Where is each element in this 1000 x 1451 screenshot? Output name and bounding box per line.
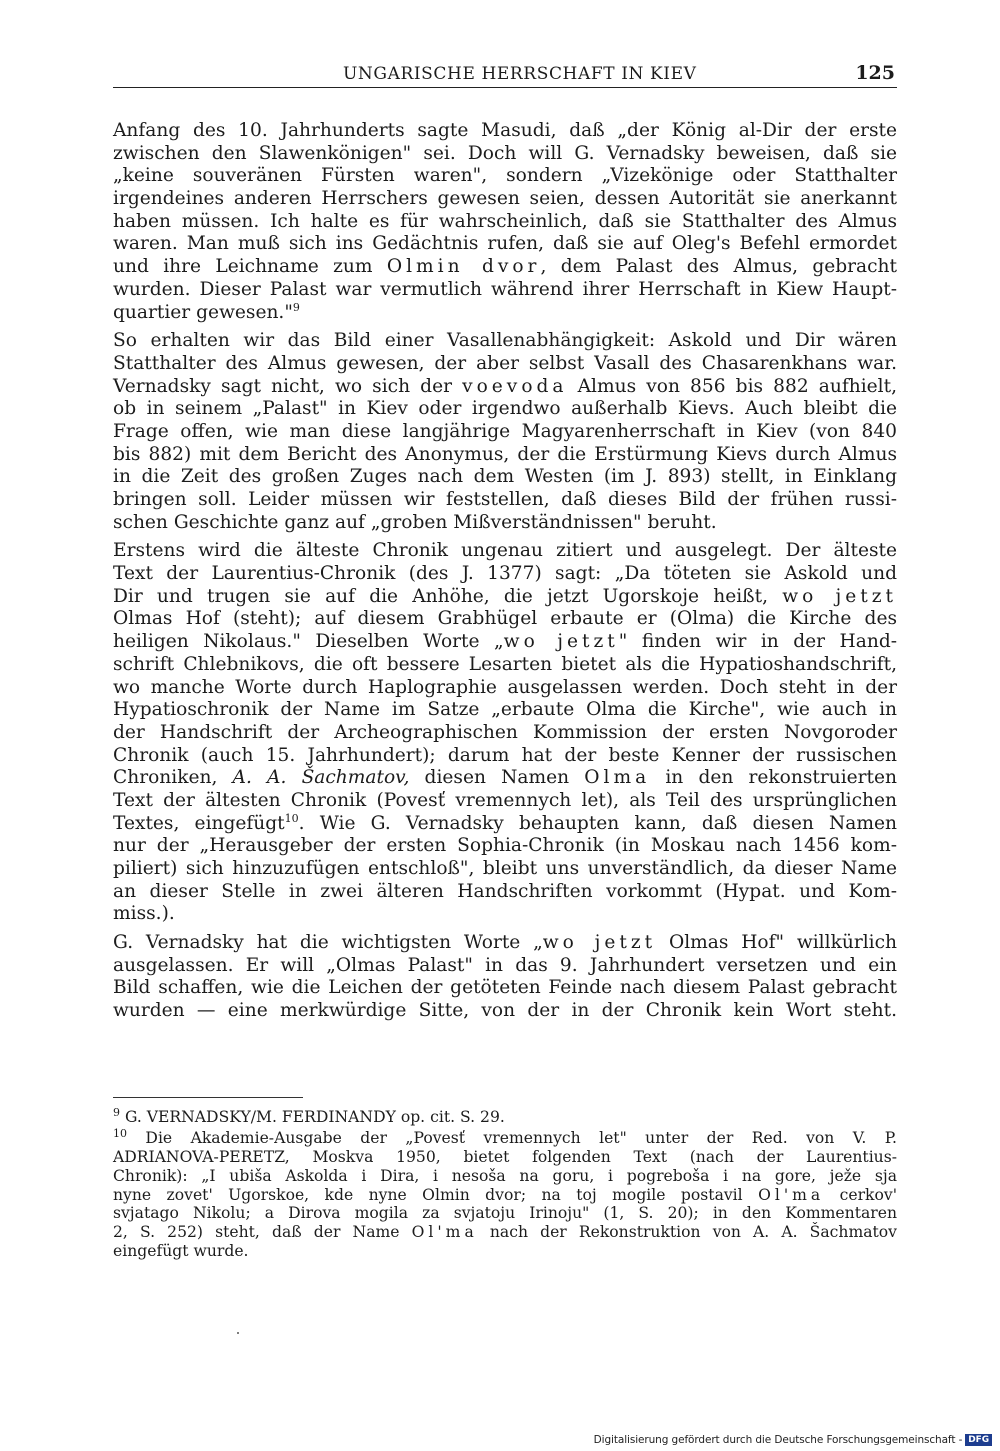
- text-line: Olmas Hof (steht); auf diesem Grabhügel erbaute er (Olma) die Kirche des: [113, 608, 897, 630]
- spaced-term: wo jetzt: [542, 932, 657, 954]
- text-line: Text der ältesten Chronik (Povesť vremennych let), als Teil des ursprünglichen: [113, 789, 897, 811]
- footnote-ref: 10: [284, 811, 299, 825]
- text-line: waren. Man muß sich ins Gedächtnis rufen, daß sie auf Oleg's Befehl ermordet: [113, 233, 897, 255]
- text-line: schen Geschichte ganz auf „groben Mißverständnissen" beruht.: [113, 511, 717, 533]
- text-line: an dieser Stelle in zwei älteren Handschriften vorkommt (Hypat. und Kom-: [113, 880, 897, 902]
- text-line: schrift Chlebnikovs, die oft bessere Lesarten bietet als die Hypatioshandschrift,: [113, 653, 897, 675]
- spaced-term: wo jetzt: [503, 631, 619, 653]
- text-line: Textes, eingefügt$^{10}$. Wie G. Vernadsky behaupten kann, daß diesen Namen: [113, 811, 897, 834]
- text-line: ausgelassen. Er will „Olmas Palast" in das 9. Jahrhundert versetzen und ein: [113, 954, 897, 976]
- stray-mark: [237, 1332, 239, 1334]
- text-line: irgendeines anderen Herrschers gewesen seien, dessen Autorität sie anerkannt: [113, 188, 897, 210]
- text-line: wurden. Dieser Palast war vermutlich während ihrer Herrschaft in Kiew Haupt-: [113, 278, 897, 300]
- footnote-line: Chronik): „I ubiša Askolda i Dira, i nesoša na goru, i pogreboša i na gore, ježe sja: [113, 1166, 897, 1185]
- footnote-9: $^9$ G. VERNADSKY/M. FERDINANDY op. cit. S. 29.: [113, 1105, 505, 1126]
- text-line: Statthalter des Almus gewesen, der aber selbst Vasall des Chasarenkhans war.: [113, 352, 897, 374]
- spaced-term: Olmin dvor: [386, 256, 541, 278]
- text-line: Hypatioschronik der Name im Satze „erbaute Olma die Kirche", wie auch in: [113, 699, 897, 721]
- spaced-term: Olma: [584, 767, 651, 789]
- text-line: Anfang des 10. Jahrhunderts sagte Masudi, daß „der König al-Dir der erste: [113, 120, 897, 141]
- text-line: haben müssen. Ich halte es für wahrscheinlich, daß sie Statthalter des Almus: [113, 210, 897, 232]
- text-line: zwischen den Slawenkönigen" sei. Doch will G. Vernadsky beweisen, daß sie: [113, 142, 897, 164]
- dfg-logo: DFG: [965, 1434, 992, 1446]
- text-line: So erhalten wir das Bild einer Vasallenabhängigkeit: Askold und Dir wären: [113, 330, 897, 352]
- footnote-10: $^{10}$ Die Akademie-Ausgabe der „Povesť vremennych let" unter der Red. von V. P.: [113, 1126, 897, 1147]
- text-line: Erstens wird die älteste Chronik ungenau zitiert und ausgelegt. Der älteste: [113, 540, 897, 562]
- credit-text: Digitalisierung gefördert durch die Deutsche Forschungsgemeinschaft -: [593, 1434, 963, 1446]
- body-text: [113, 120, 897, 1023]
- page-number: 125: [855, 62, 895, 84]
- text-line: und ihre Leichname zum Olmin dvor, dem Palast des Almus, gebracht: [113, 256, 897, 278]
- text-line: nur der „Herausgeber der ersten Sophia-Chronik (in Moskau nach 1456 kom-: [113, 835, 897, 857]
- text-line: bringen soll. Leider müssen wir feststellen, daß dieses Bild der frühen russi-: [113, 489, 897, 510]
- text-line: quartier gewesen."$^9$: [113, 300, 300, 323]
- text-line: ob in seinem „Palast" in Kiev oder irgendwo außerhalb Kievs. Auch bleibt die: [113, 398, 897, 420]
- text-line: piliert) sich hinzuzufügen entschloß", bleibt uns unverständlich, da dieser Name: [113, 858, 897, 879]
- footnote-ref: 9: [292, 300, 300, 314]
- text-line: Frage offen, wie man diese langjährige Magyarenherrschaft in Kiev (von 840: [113, 420, 897, 442]
- text-line: wo manche Worte durch Haplographie ausgelassen werden. Doch steht in der: [113, 676, 897, 698]
- text-line: Text der Laurentius-Chronik (des J. 1377) sagt: „Da töteten sie Askold und: [113, 563, 897, 585]
- text-line: „keine souveränen Fürsten waren", sondern „Vizekönige oder Statthalter: [113, 165, 897, 187]
- header-rule: [113, 87, 897, 88]
- text-line: miss.).: [113, 903, 175, 925]
- footnotes: [113, 1105, 897, 1261]
- author-name: A. A. Šachmatov,: [232, 767, 410, 789]
- footnote-rule: [113, 1097, 303, 1098]
- running-head: UNGARISCHE HERRSCHAFT IN KIEV: [343, 64, 697, 84]
- digitization-credit: [594, 1433, 992, 1447]
- footnote-line: 2, S. 252) steht, daß der Name Ol'ma nach der Rekonstruktion von A. A. Šachmatov: [113, 1223, 897, 1242]
- text-line: wurden — eine merkwürdige Sitte, von der in der Chronik kein Wort steht.: [113, 1000, 897, 1022]
- text-line: der Handschrift der Archeographischen Kommission der ersten Novgoroder: [113, 721, 897, 743]
- footnote-line: svjatago Nikolu; a Dirova mogila za svjatoju Irinoju" (1, S. 20); in den Kommentaren: [113, 1204, 897, 1223]
- footnote-line: nyne zovet' Ugorskoe, kde nyne Olmin dvor; na toj mogile postavil Ol'ma cerkov': [113, 1185, 897, 1204]
- text-line: bis 882) mit dem Bericht des Anonymus, der die Erstürmung Kievs durch Almus: [113, 443, 897, 465]
- text-line: Dir und trugen sie auf die Anhöhe, die jetzt Ugorskoje heißt, wo jetzt: [113, 585, 897, 607]
- footnote-line: eingefügt wurde.: [113, 1242, 249, 1261]
- text-line: Bild schaffen, wie die Leichen der getöteten Feinde nach diesem Palast gebracht: [113, 977, 897, 999]
- page-header: [113, 62, 897, 86]
- text-line: in die Zeit des großen Zuges nach dem Westen (im J. 893) stellt, in Einklang: [113, 466, 897, 488]
- spaced-term: voevoda: [462, 375, 568, 397]
- text-line: Vernadsky sagt nicht, wo sich der voevoda Almus von 856 bis 882 aufhielt,: [113, 375, 897, 397]
- text-line: Chroniken, A. A. Šachmatov, diesen Namen Olma in den rekonstruierten: [113, 767, 897, 789]
- footnote-line: ADRIANOVA-PERETZ, Moskva 1950, bietet folgenden Text (nach der Laurentius-: [113, 1147, 897, 1166]
- text-line: Chronik (auch 15. Jahrhundert); darum hat der beste Kenner der russischen: [113, 744, 897, 766]
- spaced-term: wo jetzt: [782, 585, 897, 607]
- text-line: G. Vernadsky hat die wichtigsten Worte „wo jetzt Olmas Hof" willkürlich: [113, 932, 897, 954]
- text-line: heiligen Nikolaus." Dieselben Worte „wo jetzt" finden wir in der Hand-: [113, 631, 898, 653]
